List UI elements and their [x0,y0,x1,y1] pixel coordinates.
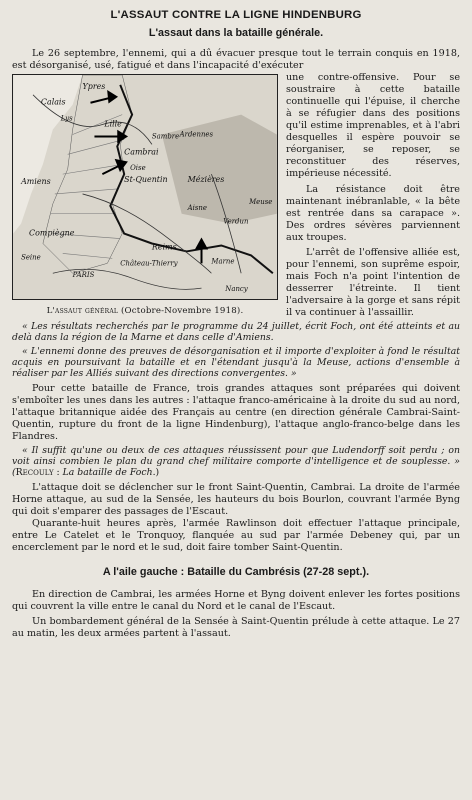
page-subtitle: L'assaut dans la bataille générale. [148,27,324,39]
map-label-sambre: Sambre [151,132,180,141]
intro-paragraph-side: une contre-offensive. Pour se soustraire à cette bataille continuelle qui l'épuise, il cherche à se réfugier dans des positions qu'il estime imprenables, et à l'abri desquelles il espère pouvoir se réorganiser, se reposer, se reconstituer des réserves, impérieuse nécessité. [286,72,460,180]
foch-quote-2: « L'ennemi donne des preuves de désorganisation et il importe d'exploiter à fond le résultat acquis en poursuivant la bataille et en l'étendant jusqu'à la Meuse, actions d'ensemble à réaliser par les Alliés suivant des directions convergentes. » [12,345,460,380]
map-label-lille: Lille [104,119,122,129]
map-label-verdun: Verdun [223,217,249,226]
attaque-paragraph-1: L'attaque doit se déclencher sur le front Saint-Quentin, Cambrai. La droite de l'armée Horne attaque, au sud de la Sensée, les hauteurs du bois Bourlon, couvrant l'armée Byng qui doit s'emparer des passages de l'Escaut. [12,481,460,517]
map-label-cambrai: Cambrai [124,147,159,157]
cambrai-paragraph-1: En direction de Cambrai, les armées Horne et Byng doivent enlever les fortes positions qui couvrent la ville entre le canal du Nord et le canal de l'Escaut. [12,589,460,613]
map-label-seine: Seine [21,253,41,262]
cambrai-paragraph-2: Un bombardement général de la Sensée à Saint-Quentin prélude à cette attaque. Le 27 au matin, les deux armées partent à l'assaut. [12,616,460,640]
map-label-meuse: Meuse [249,197,273,206]
recouly-quote-text: « Il suffit qu'une ou deux de ces attaques réussissent pour que Ludendorff soit perdu ; on voit ainsi combien le plan du grand chef militaire comporte d'intelligence et de souplesse. » ( [12,444,460,479]
map-label-amiens: Amiens [21,177,51,187]
map-caption [12,306,278,317]
recouly-sep: : [53,467,63,479]
section-heading-cambresis: A l'aile gauche : Bataille du Cambrésis (27-28 sept.). [102,565,370,578]
map-caption-prefix: L'assaut général [46,306,119,317]
map-label-ypres: Ypres [82,81,106,91]
attaque-paragraph-2: Quarante-huit heures après, l'armée Rawlinson doit effectuer l'attaque principale, entre Le Catelet et le Tronquoy, flanquée au sud par l'armée Debeney qui, par un encerclement par le nord et le sud, doit faire tomber Saint-Quentin. [12,517,460,553]
map-label-oise: Oise [130,164,146,173]
recouly-quote [12,445,460,479]
map-label-calais: Calais [40,97,66,107]
foch-quote-1: « Les résultats recherchés par le programme du 24 juillet, écrit Foch, ont été atteints et au delà dans la région de la Marne et dans celle d'Amiens. [12,321,460,344]
map-label-ardennes: Ardennes [179,130,214,139]
resistance-paragraph: La résistance doit être maintenant inébranlable, « la bête est rentrée dans sa carapace ». Des ordres sévères parviennent aux troupes. [286,183,460,243]
map-label-compiegne: Compiègne [29,228,75,238]
map-label-aisne: Aisne [187,203,207,212]
arret-paragraph: L'arrêt de l'offensive alliée est, pour l'ennemi, son suprême espoir, mais Foch n'a point l'intention de desserrer l'étreinte. Il tient l'adversaire à la gorge et sans répit il va continuer à l'assaillir. [286,246,460,318]
bataille-paragraph: Pour cette bataille de France, trois grandes attaques sont préparées qui doivent s'emboîter les unes dans les autres : l'attaque franco-américaine à la droite du sud au nord, l'attaque britannique aidée des Français au centre (en direction générale Cambrai-Saint-Quentin, rupture du front de la ligne Hindenburg), l'attaque anglo-franco-belge dans les Flandres. [12,382,460,442]
intro-paragraph-top: Le 26 septembre, l'ennemi, qui a dû évacuer presque tout le terrain conquis en 1918, est désorganisé, usé, fatigué et dans l'incapacité d'exécuter [12,48,460,72]
war-map [12,74,278,300]
map-label-lys: Lys [60,114,73,123]
page-title: L'ASSAUT CONTRE LA LIGNE HINDENBURG [110,9,362,21]
recouly-book: La bataille de Foch [62,467,153,479]
map-figure [12,74,278,317]
recouly-end: .) [152,467,160,479]
map-label-chateau-thierry: Château-Thierry [120,259,178,268]
map-label-marne: Marne [211,257,235,266]
map-caption-suffix: (Octobre-Novembre 1918). [118,306,244,317]
recouly-author: Recouly [15,467,54,479]
map-label-paris: PARIS [72,271,95,280]
map-label-reims: Reims [151,242,177,252]
map-label-nancy: Nancy [225,285,248,294]
map-label-st-quentin: St-Quentin [124,175,168,185]
map-label-mezieres: Mézières [187,175,225,185]
